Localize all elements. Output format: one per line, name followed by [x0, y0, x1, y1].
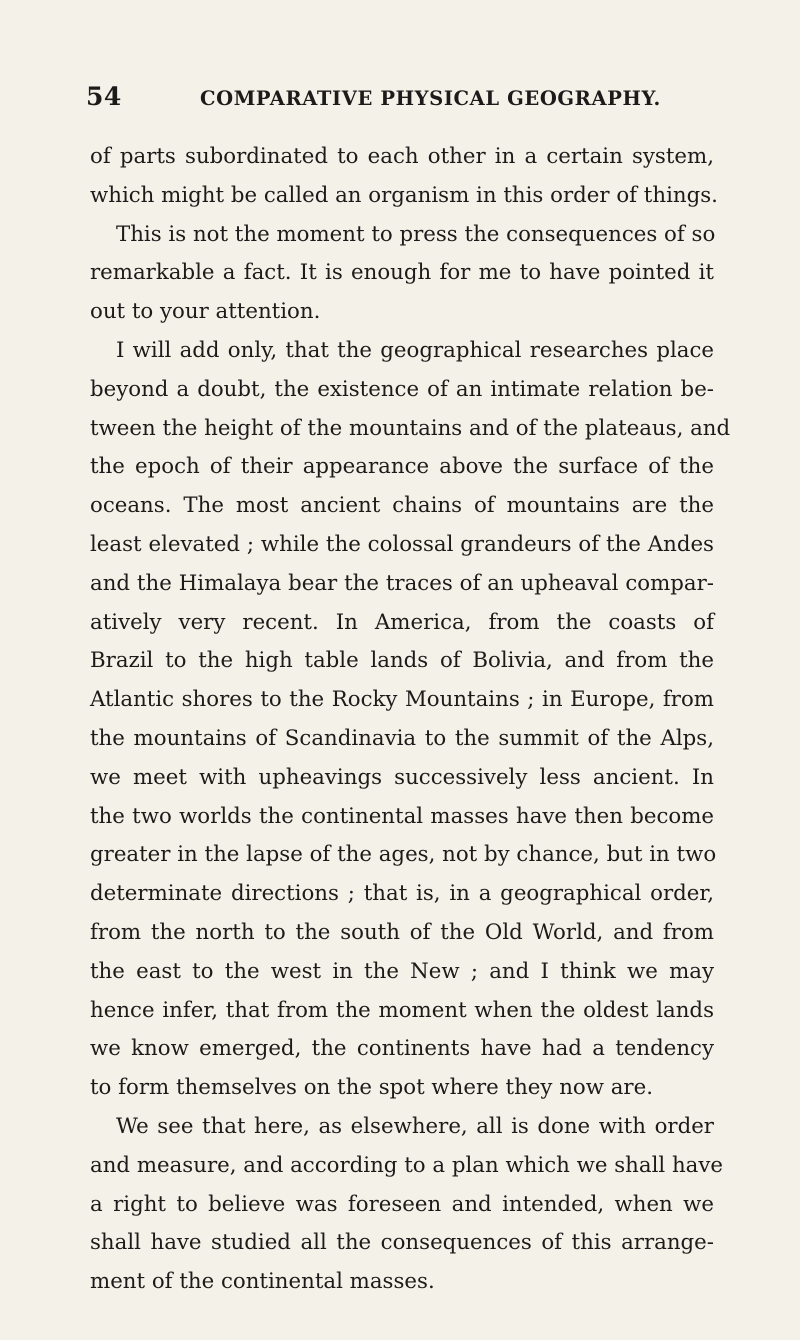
- text-line: a right to believe was foreseen and intended, when we: [90, 1191, 714, 1217]
- text-line: and the Himalaya bear the traces of an upheaval compar-: [90, 570, 714, 596]
- text-line: oceans. The most ancient chains of mountains are the: [90, 493, 714, 519]
- text-line: atively very recent. In America, from the coasts of: [90, 609, 714, 635]
- text-line: Atlantic shores to the Rocky Mountains ; in Europe, from: [90, 687, 714, 713]
- text-line: the two worlds the continental masses have then become: [90, 803, 714, 829]
- text-line: the east to the west in the New ; and I think we may: [90, 958, 714, 984]
- text-line: remarkable a fact. It is enough for me to have pointed it: [90, 260, 714, 286]
- text-line: to form themselves on the spot where they now are.: [90, 1075, 653, 1101]
- text-line: This is not the moment to press the consequences of so: [116, 221, 716, 247]
- text-line: from the north to the south of the Old World, and from: [90, 919, 714, 945]
- text-line: we meet with upheavings successively less ancient. In: [90, 764, 714, 790]
- text-line: determinate directions ; that is, in a geographical order,: [90, 881, 714, 907]
- text-line: of parts subordinated to each other in a certain system,: [90, 144, 714, 169]
- text-line: Brazil to the high table lands of Bolivia, and from the: [90, 648, 714, 674]
- text-line: and measure, and according to a plan which we shall have: [90, 1152, 724, 1178]
- page-header: [0, 82, 800, 112]
- text-line: greater in the lapse of the ages, not by chance, but in two: [90, 842, 717, 868]
- text-line: the epoch of their appearance above the surface of the: [90, 454, 714, 480]
- text-line: which might be called an organism in this order of things.: [90, 182, 718, 208]
- page-number: 54: [86, 82, 122, 111]
- text-line: out to your attention.: [90, 299, 321, 325]
- text-line: We see that here, as elsewhere, all is done with order: [116, 1113, 714, 1139]
- running-head: COMPARATIVE PHYSICAL GEOGRAPHY.: [200, 87, 661, 110]
- text-line: beyond a doubt, the existence of an intimate relation be-: [90, 376, 714, 402]
- body-text: [90, 138, 731, 1302]
- text-line: I will add only, that the geographical researches place: [116, 337, 714, 363]
- text-line: ment of the continental masses.: [90, 1269, 435, 1295]
- text-line: we know emerged, the continents have had a tendency: [90, 1036, 714, 1062]
- text-line: tween the height of the mountains and of the plateaus, and: [90, 415, 731, 441]
- text-line: least elevated ; while the colossal grandeurs of the Andes: [90, 531, 714, 557]
- text-line: the mountains of Scandinavia to the summit of the Alps,: [90, 725, 714, 751]
- text-line: shall have studied all the consequences of this arrange-: [90, 1230, 714, 1256]
- text-line: hence infer, that from the moment when the oldest lands: [90, 997, 714, 1023]
